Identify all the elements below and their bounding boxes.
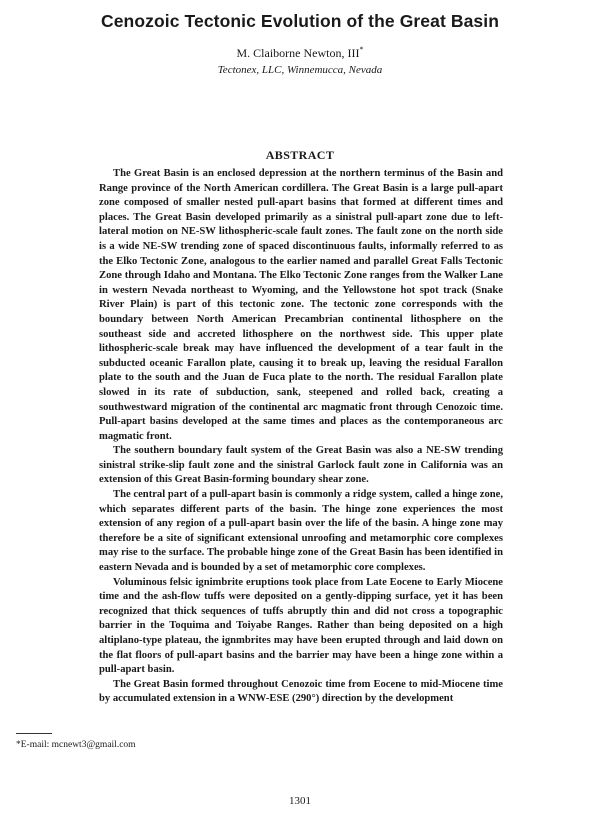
footnote-rule — [16, 733, 52, 734]
abstract-heading: ABSTRACT — [265, 148, 335, 162]
abstract-paragraph-4: Voluminous felsic ignimbrite eruptions took place from Late Eocene to Early Miocene time and the ash-flow tuffs were deposited on a gently-dipping surface, yet it has been recognized that thick sequences of tuffs abruptly thin and did not cross a topographic barrier in the Toquima and Toiyabe Ranges. Rather than being deposited on a high altiplano-type plateau, the ignmbrites may have been erupted through and laid down on the flat floors of pull-apart basins and the barrier may have been a hinge zone within a pull-apart basin. — [99, 576, 503, 676]
footnote-email: *E-mail: mcnewt3@gmail.com — [16, 740, 136, 750]
author-name: M. Claiborne Newton, III — [236, 46, 360, 60]
abstract-paragraph-3: The central part of a pull-apart basin is commonly a ridge system, called a hinge zone, which separates different parts of the basin. The hinge zone experiences the most extension of any region of a pull-apart basin over the life of the basin. A hinge zone may therefore be a site of significant extensional unroofing and metamorphic core complexes may rise to the surface. The probable hinge zone of the Great Basin has been identified in eastern Nevada and is bounded by a set of metamorphic core complexes. — [99, 489, 503, 574]
paper-title: Cenozoic Tectonic Evolution of the Great Basin — [100, 11, 500, 31]
abstract-paragraph-1: The Great Basin is an enclosed depression at the northern terminus of the Basin and Range province of the North American cordillera. The Great Basin is a large pull-apart zone composed of smaller nested pull-apart basins that formed at different times and places. The Great Basin developed primarily as a sinistral pull-apart zone due to left-lateral motion on NE-SW lithospheric-scale fault zones. The fault zone on the north side is a wide NE-SW trending zone of spaced discontinuous faults, informally referred to as the Elko Tectonic Zone, analogous to the earlier named and parallel Great Falls Tectonic Zone through Idaho and Montana. The Elko Tectonic Zone ranges from the Walker Lane in western Nevada northeast to Wyoming, and the Yellowstone hot spot track (Snake River Plain) is part of this tectonic zone. The tectonic zone corresponds with the boundary between North American Precambrian continental lithosphere on the southeast side and accreted lithosphere on the northwest side. This upper plate lithospheric-scale break may have influenced the development of a tear fault in the subducted oceanic Farallon plate, causing it to break up, leaving the residual Farallon plate to the south and the Juan de Fuca plate to the north. The residual Farallon plate slowed in its rate of subduction, sank, steepened and rolled back, creating a southwestward migration of the continental arc magmatic front through Cenozoic time. Pull-apart basins developed at the same times and places as the contemporaneous arc magmatic front. — [99, 168, 503, 442]
abstract-paragraph-2: The southern boundary fault system of the Great Basin was also a NE-SW trending sinistral strike-slip fault zone and the sinistral Garlock fault zone in California was an extension of this Great Basin-forming boundary shear zone. — [99, 445, 503, 486]
author-footnote-mark: * — [359, 45, 364, 54]
abstract-paragraph-5: The Great Basin formed throughout Cenozoic time from Eocene to mid-Miocene time by accumulated extension in a WNW-ESE (290°) direction by the development — [99, 678, 503, 705]
abstract-body — [99, 167, 503, 707]
author-line — [0, 45, 600, 61]
page-number: 1301 — [289, 795, 311, 807]
affiliation: Tectonex, LLC, Winnemucca, Nevada — [217, 64, 383, 76]
